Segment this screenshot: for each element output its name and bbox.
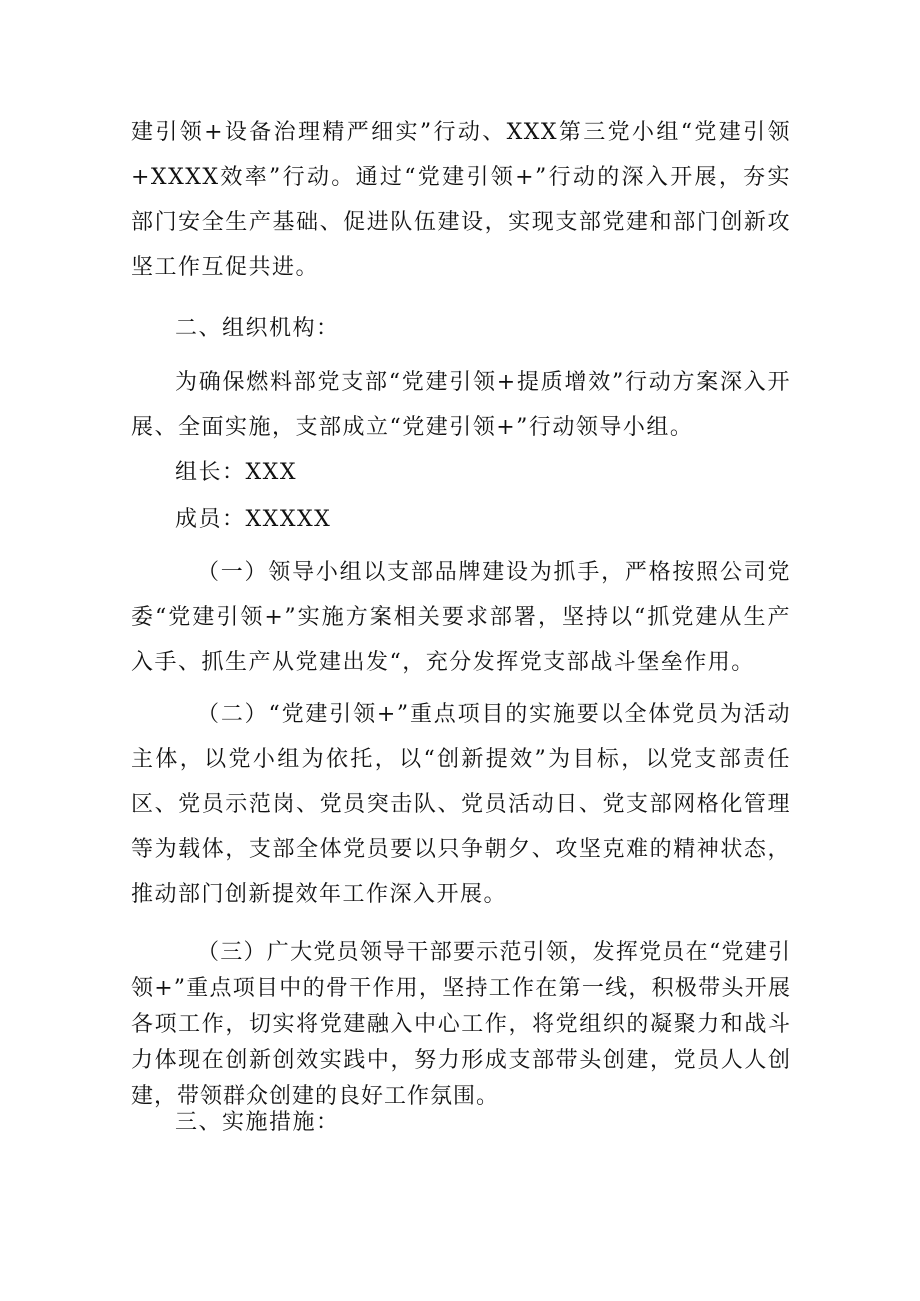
section-heading-measures: 三、实施措施： bbox=[175, 1110, 340, 1135]
paragraph-item-3: （三）广大党员领导干部要示范引领，发挥党员在“党建引领+”重点项目中的骨干作用，坚持工作在第一线，积极带头开展各项工作，切实将党建融入中心工作，将党组织的凝聚力和战斗力体现在创新创效实践中，努力形成支部带头创建，党员人人创建，带领群众创建的良好工作氛围。 bbox=[131, 940, 791, 1109]
leader-line: 组长：XXX bbox=[175, 460, 297, 485]
members-line: 成员：XXXXX bbox=[175, 507, 332, 532]
paragraph-organization: 为确保燃料部党支部“党建引领+提质增效”行动方案深入开展、全面实施，支部成立“党建引领+”行动领导小组。 bbox=[131, 370, 791, 440]
section-heading-organization: 二、组织机构： bbox=[175, 316, 340, 341]
paragraph-intro-continuation: 建引领+设备治理精严细实”行动、XXX第三党小组“党建引领+XXXX效率”行动。通过“党建引领+”行动的深入开展，夯实部门安全生产基础、促进队伍建设，实现支部党建和部门创新攻坚工作互促共进。 bbox=[131, 120, 791, 280]
paragraph-item-2: （二）“党建引领+”重点项目的实施要以全体党员为活动主体，以党小组为依托，以“创新提效”为目标，以党支部责任区、党员示范岗、党员突击队、党员活动日、党支部网格化管理等为载体，支部全体党员要以只争朝夕、攻坚克难的精神状态，推动部门创新提效年工作深入开展。 bbox=[131, 702, 791, 907]
paragraph-item-1: （一）领导小组以支部品牌建设为抓手，严格按照公司党委“党建引领+”实施方案相关要求部署，坚持以“抓党建从生产入手、抓生产从党建出发“，充分发挥党支部战斗堡垒作用。 bbox=[131, 560, 791, 675]
